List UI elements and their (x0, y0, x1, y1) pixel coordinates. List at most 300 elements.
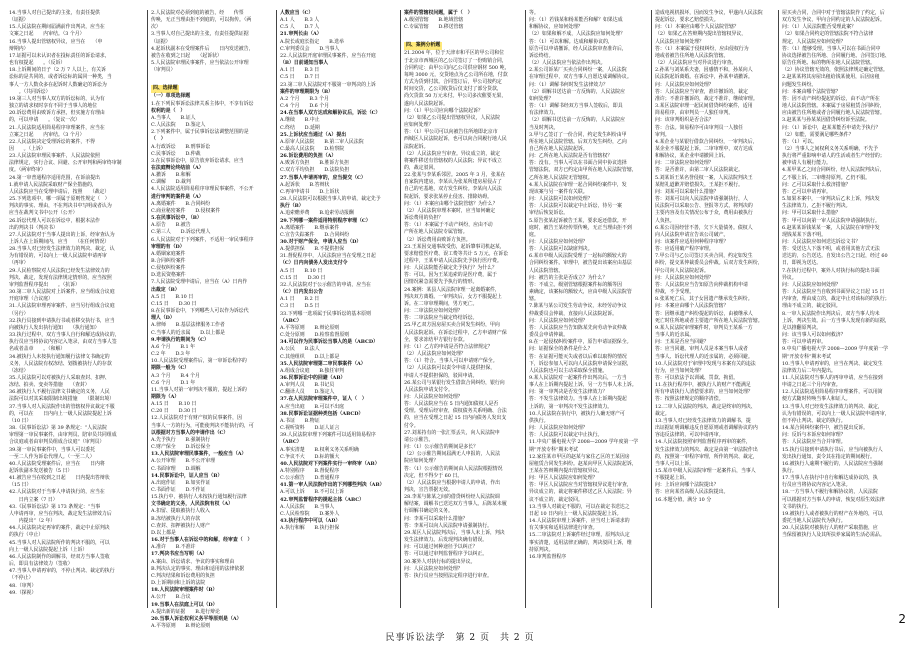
text-line: 16.审判监督程序 (529, 553, 567, 560)
text-line: 案件的管辖权问题，属于（ ） (404, 10, 473, 16)
text-line: （10 日） (9, 417, 32, 424)
text-line: 名或者盖章 。（和解） (9, 346, 66, 353)
text-line: 容违反法律的，可以申请再审。 (655, 432, 724, 439)
text-line: C.6 个月 D.1 年 (151, 379, 196, 386)
text-line: 27.当事人申请再审的，应当提交（C） (280, 174, 366, 181)
text-line: 认为有错误的，可以向上一级人民法院申请再审， (782, 410, 890, 417)
text-line: 辖。 (529, 296, 539, 303)
text-line: 答：按照法律规定的顺序清偿。 (655, 396, 724, 403)
text-line: 答：受送达人下落不明，或者用其他方式无法 (782, 246, 880, 253)
text-line: A.书证 B.物证 (280, 417, 320, 424)
text-line: 有关事实和适用法律进行审查。 (529, 525, 598, 532)
text-line: A.可以上诉 B.不可以上诉 (280, 489, 345, 496)
text-line: C.2 年 D.3 年 (151, 351, 191, 358)
text-line: 问：第一审判决是否发生法律效力？ (529, 389, 608, 396)
text-line: （2）人民法院审理本案时，应当如何确定 (404, 207, 496, 214)
text-line: 28.人民法院可以根据当事人的申请，裁定先予 (280, 196, 381, 203)
text-line: 37.当事人对人民法院作出的管辖权异议裁定不服 (9, 403, 115, 410)
text-line: 35.人民法院可以对被执行人采取查封、扣押、 (9, 374, 110, 381)
text-line: 32.人民法院对于公示催告的申请，应当在 (280, 281, 371, 288)
text-line: 8.在民事诉讼中，下列哪些人可以作为诉讼代 (151, 308, 249, 315)
text-line: 不服提起上诉。 (655, 475, 690, 482)
text-line: 39.第一审民事案件中，当事人可以委托 (9, 446, 96, 453)
text-line: 文书的执行。 (782, 503, 812, 510)
text-line: 人申请再审，应当在判决、裁定发生法律效力后 (9, 510, 112, 517)
text-line: 14.某合同纠纷案件中，被告提出反诉。 (782, 425, 869, 432)
text-line: 答：合法。简易程序可由审判员一人独任 (655, 124, 744, 131)
text-line: A.15 日 B.10 日 (151, 401, 197, 408)
text-line: 每吨 3000 元，交货地点为乙公司所在地，付款 (404, 71, 508, 78)
text-line: 答：（1）调解书经双方当事人签收后，即具 (529, 103, 623, 110)
text-line: 问：（1）诉讼中，赵某某能否申请先予执行？ (782, 124, 881, 131)
text-line: 现该案与另一案件有关联。 (529, 188, 588, 195)
text-line: 9.中央广播电视大学 2008—2009 学年度第一学 (782, 346, 889, 353)
text-line: 王某在答辩期内提出管辖权异议。 (529, 468, 603, 474)
text-line: 权利的是（ ） (151, 107, 186, 114)
text-line: 产所在地人民法院专属管辖。 (404, 229, 468, 236)
text-line: 问：（1）调解书何时发生法律效力？ (529, 81, 608, 88)
text-line: 造成电视机损坏，因而发生争议，甲遂向人民法院 (655, 10, 763, 16)
text-line: 26.诉讼代理人可以在诉讼中，根据本法作 (9, 217, 100, 224)
text-line: A.平等原则 B.辩论原则 (151, 622, 211, 629)
text-line: 过程中，王某申请人民法院先予执行医疗费。 (404, 258, 502, 264)
text-line: 35.人民法院审理第二审民事案件（A） (280, 360, 366, 367)
text-column (526, 10, 652, 608)
text-line: 提起诉讼，要求乙赔偿损失。 (655, 17, 719, 24)
text-line: 问：可以通过何种途径予以纠正？ (404, 544, 478, 551)
text-line: 5.原告张某起诉被告王某，要求返还借款。开 (529, 217, 627, 224)
text-line: 10.人民法院在执行中，被执行人确无财产可 (529, 410, 625, 417)
section-heading: 四、案例分析题 (406, 42, 441, 49)
text-line: 4.起诉状副本在受理案件后 日内发送被告， (151, 45, 254, 52)
text-line: 38.《民事诉讼法》第 39 条规定：“人民法院 (9, 425, 107, 432)
text-line: 43.执行程序中可以（AB） (280, 518, 341, 525)
text-line: 11.当事人对第一审判决不服的，提起上诉的 (151, 386, 247, 393)
text-line: 26.某公司与某银行发生借款合同纠纷，银行向 (404, 379, 505, 386)
text-line: （ ） (151, 136, 166, 143)
text-line: 理人（D） (151, 315, 175, 322)
text-line: 20.当事人诉讼权利义务平等原则是（A） (151, 615, 242, 622)
text-line: 40.人民法院对下列案件实行一审终审（AB） (280, 460, 380, 467)
text-line: 17.判决书应当写明（A） (151, 551, 208, 558)
text-line: 20.人民法院对被执行人的财产采取措施，应 (782, 525, 878, 532)
text-line: 日内立案（7 日） (9, 496, 58, 503)
text-line: 19.第三人对当事人双方的诉讼标的，认为有 (9, 95, 105, 102)
text-line: 答：甲区人民法院应当对管辖权异议进行审查， (529, 482, 632, 489)
text-line: 问：人民法院应如何处理？ (529, 425, 588, 432)
text-line: 20.诉讼费用由败诉方承担，但实施方有理由 (9, 110, 105, 117)
text-line: 答：因继承遗产纠纷提起的诉讼，由被继承人 (655, 310, 753, 317)
text-line: 9.某人民法院审理案件时，审判员王某系一方 (655, 324, 753, 331)
text-line: A.律师 B.基层法律服务工作者 (151, 322, 225, 329)
text-line: 发生法律效力的判决、裁定是由第一审法院作出 (655, 446, 758, 453)
text-line: 人民法院起诉。在诉讼过程中，乙方申请财产保 (404, 329, 507, 336)
text-line: A.1 日 B.2 日 (280, 296, 320, 303)
text-line: C.双方平均负担 D.法院负担 (280, 167, 350, 174)
text-line: 上诉的，第一审判决不发生法律效力。 (529, 403, 613, 410)
text-line: 传唤，无正当理由拒不到庭的，可以拘传。（两 (151, 17, 252, 24)
text-line: 答：可以申请再审。 (782, 339, 827, 346)
text-line: 24.第一审普通程序适用范围，在诉前提出 (9, 174, 100, 181)
text-line: 17.证据可以未认识者在投标责任的诉讼请求， (9, 52, 110, 59)
text-line: 尚欠货款 50 万元未付。甲公司多次催要无果， (404, 93, 507, 100)
text-line: 答：没有。当事人可以在书面合同中协议选择 (529, 160, 627, 167)
text-line: 执行。 (782, 468, 797, 474)
text-line: 21.人民法院适用简易程序审理案件，应当在 (9, 124, 105, 131)
text-column (277, 10, 401, 608)
text-line: 问：李某可以采取什么措施？ (404, 515, 468, 522)
text-line: 乙所在地人民法院无管辖权。 (529, 174, 593, 181)
text-line: 异议。 (782, 274, 797, 281)
text-line: 也有权提起 。（反诉） (9, 60, 66, 67)
text-line: A.当事人 B.证人 (151, 114, 196, 121)
text-line: 48.（审判） (9, 582, 37, 589)
text-line: 应如何处理？ (404, 122, 434, 129)
text-line: 答：应当回避。审判人员是本案当事人或者 (655, 346, 748, 353)
text-line: A.原审人民法院 B.第二审人民法院 (280, 138, 364, 145)
text-line: 5.人民法院审理民事案件，应当依法公开审理 (151, 60, 249, 67)
text-line: 25.上诉状应当通过（A）提出 (280, 131, 347, 138)
text-column (148, 10, 277, 629)
text-line: 期限为（A） (151, 393, 180, 400)
text-line: 仲裁，不予受理。 (655, 289, 695, 296)
text-line: （证据） (151, 38, 171, 45)
text-line: 问：本案应由哪个人民法院管辖？ (655, 303, 729, 310)
text-line: （C）日内向债务人发出支付令 (280, 260, 348, 267)
text-line: A.离婚案件 B.合同纠纷 (151, 200, 211, 207)
text-line: 当事人、诉讼代理人的近亲属的，必须回避。 (655, 353, 753, 360)
text-line: 答：甲可以向第一审人民法院申请强制执行。 (782, 217, 880, 224)
text-line: 22.张某与李某系邻居。2005 年 3 月，张某在 (404, 172, 506, 179)
text-line: 但不停止判决、裁定的执行。 (782, 417, 846, 424)
text-line: 在审理过程中，双方当事人自愿达成调解协议。 (529, 74, 632, 81)
text-column (779, 10, 910, 608)
text-line: 被告在收到之日起 （起诉状） (151, 52, 222, 59)
text-line: D.选民资格案件 (151, 272, 186, 279)
text-line: 答：不成立。级别管辖根据案件标的额等因 (529, 281, 622, 288)
text-line: 答：可以。因为王某追索的是医疗费，属于 (404, 272, 497, 279)
text-line: 14.民事诉讼中，证人应当（B） (151, 472, 223, 479)
text-line: C.书面作证 D.不作证 (151, 487, 206, 493)
text-line: 2.赵某某将其房屋出租给钱某使用，后因房租 (782, 74, 880, 81)
text-line: 答：刘某可以向人民法院申请强制执行，人 (655, 196, 748, 203)
text-line: 问：人民法院应如何处理？ (782, 281, 841, 288)
text-line: 15.执行员接到申请执行书后，应当向被执行人 (782, 446, 883, 453)
text-line: 答：是否准许，由第二审人民法院裁定。 (655, 167, 744, 174)
text-line: 7.人民法院受理申请后，应当在（A）日内作 (151, 279, 248, 286)
text-line: 14.当事人对自己提出的主张，有责任提供 (9, 10, 100, 16)
text-line: B.判决认定的事实、理由和适用的法律依据 (151, 565, 245, 572)
text-column (6, 10, 148, 608)
text-line: 答：可以通过审判监督程序予以纠正。 (404, 551, 488, 558)
text-line: 问：甲可以采取什么措施？ (782, 210, 841, 217)
text-line: 委托当地人民法院代为执行。 (782, 518, 846, 525)
text-line: 6.人民法院对于下列案件，不适用一审民事程序 (151, 236, 254, 243)
text-line: 开庭审理（合议庭） (9, 296, 54, 303)
text-line: 可以根据对方当事人的申请，恢复对原生效法律 (782, 496, 885, 503)
text-line: 便方式随时传唤当事人和证人。 (782, 396, 851, 403)
text-line: （不停止） (9, 575, 34, 582)
text-line: 行调解书确定的义务。 (404, 508, 453, 515)
text-line: 问：（1）若钱某和杨某能否和解？如果达成 (529, 17, 623, 24)
text-line: 8.张某死亡后，其子女因遗产继承发生纠纷。 (655, 296, 753, 303)
text-line: 准许；不准许撤诉的，裁定不准许，继续审理。 (655, 95, 758, 102)
text-line: C.第三人 D.诉讼代理人 (151, 229, 211, 236)
text-column (401, 10, 526, 608)
text-line: 问：该当事人可以如何救济？ (782, 332, 846, 339)
text-line: 以根据对方当事人的申请作出（C） (151, 429, 229, 436)
text-line: 纠纷，提交某仲裁委员会仲裁。后双方发生纠纷， (655, 260, 763, 267)
text-line: 独立的请求权时享有不同于当事人的地位 (9, 103, 98, 110)
text-line: 人民法院应当在受理申请后，按照 （裁定） (9, 188, 110, 195)
text-line: C.20 日 D.30 日 (151, 408, 197, 415)
text-line: 有法律效力。 (529, 110, 559, 117)
text-line: 期“开放专科”期末考试 (782, 353, 832, 360)
text-line: 答：执行员应当按照法定程序进行审查。 (404, 572, 493, 579)
text-line: 受理。受理后经审查，债权债务关系明确、合法 (404, 408, 507, 415)
text-line: 45.当事人对人民法院所作的判决不服的，可以 (9, 539, 110, 546)
text-line: A.1 人 B.3 人 (280, 17, 320, 24)
text-line: （2）如果合同约定的管辖法院不符合法律 (782, 31, 874, 38)
text-line: 15.某市中级人民法院审理一起案件后，当事人 (655, 468, 756, 474)
text-line: 答：（1）可以和解。达成和解协议的， (529, 38, 613, 45)
text-line: 问：甲区人民法院应如何处理？ (529, 475, 598, 482)
text-line: 民法院起诉离婚。在诉讼中，孙某申请撤诉。 (655, 74, 753, 81)
text-line: 3.甲与乙签订了一份合同，约定发生纠纷由甲 (529, 131, 627, 138)
text-line: 决定，但不得少于 60 日。 (404, 472, 463, 479)
text-line: 规定，人民法院应如何处理？ (782, 38, 846, 45)
text-line: 方式为货到付款。合同签订后，甲公司按约定 (404, 79, 502, 86)
text-line: 合同纠纷案件。审理中，被告提出该案应由基层 (529, 260, 632, 267)
text-line: 问：该案件应适用何种程序审理？ (655, 239, 729, 245)
text-line: 14.人民法院按照审判监督程序再审的案件， (655, 439, 751, 446)
text-line: 付令。 (404, 422, 419, 429)
text-line: 23.王某因交通事故受伤，起诉肇事司机赵某， (404, 243, 505, 250)
text-line: 审判。 (655, 131, 670, 138)
text-line: 10.人民法院受理案件后，第一审诉讼程序的 (151, 358, 247, 365)
text-line: 答：因不动产纠纷提起的诉讼，由不动产所在 (782, 95, 880, 102)
text-line: （2）人民法院应当依法作出判决。 (529, 60, 606, 67)
text-column (652, 10, 779, 608)
text-line: 问：（1）本案应由哪个人民法院管辖？ (655, 24, 739, 31)
text-line: 30.对于财产保全，申请人应当（D） (280, 239, 362, 245)
text-line: 33.执行过程中，双方当事人自行和解达成协议的， (9, 332, 120, 339)
text-line: 问：人民法院应如何处理？ (655, 274, 714, 281)
text-line: 23.第二审人民法院对不服第一审判决的上诉 (280, 81, 376, 88)
text-line: 文案之日起 内审结。（3 个月） (9, 31, 85, 38)
text-line: 的执行（中止） (9, 532, 44, 539)
text-line: 判决、裁定，发现有法律规定情形的，应当按照 (9, 274, 112, 281)
text-line: 发出执行通知，责令其在指定的期间履行。 (782, 453, 875, 460)
text-line: 32.执行员接到申请执行书或者移交执行书，应当 (9, 317, 115, 324)
text-line: C.商业秘密案件 D.侵权案件 (151, 207, 221, 214)
text-line: C.判决结果和诉讼费用的负担 (151, 572, 215, 579)
text-line: 进行审判的案件是（A） (151, 193, 204, 200)
text-line: 16.对于当事人在诉讼中的和解，经审查（ ） (151, 537, 253, 544)
text-line: 36.被执行人不履行法律文书确定的义务，人民 (9, 389, 110, 396)
text-line: 上诉人在上诉期间内，应当 （在任何情况） (9, 239, 110, 245)
text-line: 问：二审法院应如何处理？ (404, 308, 463, 315)
text-line: 问：本案由哪个法院管辖？ (782, 88, 841, 95)
text-line: 答：（1）可以。 (782, 138, 817, 145)
text-line: 25.下列选项中，哪一项属于原则性规定（ ） (9, 196, 110, 203)
text-line: 答：人民法院应当自收到书面异议之日起 15 日 (782, 289, 885, 296)
text-line: 解结案，调解书已送达双方当事人。后陈某未履 (404, 501, 507, 508)
text-line: 问：（1）公示催告的期间是多长？ (404, 444, 479, 451)
text-line: A.3 个月 B.4 个月 (151, 372, 200, 379)
text-line: C.最高人民法院 D.检察院 (280, 145, 345, 152)
text-line: A.继续 B.中止 (280, 117, 320, 124)
text-line: A.审判人员 B.书记员 (280, 382, 335, 389)
text-line: 27.刘某持有的一张汇票丢失，向人民法院申 (404, 429, 500, 436)
text-line: （另行） (9, 310, 29, 317)
text-line: 持原判决。 (529, 546, 554, 553)
text-line: 答：人民法院应当在 5 日内通知债权人是否 (404, 401, 499, 408)
text-line: 的，裁定驳回。 (404, 164, 439, 171)
text-line: 简易程序，由审判员一人独任审判。 (655, 110, 734, 117)
text-line: 16.本题分值，满分 10 分 (655, 496, 712, 503)
text-line: 庭。 (529, 231, 539, 238)
text-line: 执行（B） (280, 203, 304, 210)
text-line: 9.申请执行的期间为（C） (151, 336, 209, 343)
text-line: 的，可以在 日内向上一级人民法院提起上诉 (9, 410, 112, 417)
text-line: 答：人民法院应当告知陈某先向劳动争议仲裁 (529, 324, 627, 331)
text-line: 41.被告应当在收到之日起 日内提出答辩状 (9, 475, 110, 482)
text-line: 等。 (529, 10, 539, 16)
page-number: 2 (898, 612, 906, 626)
text-line: 判决双方离婚。一审判决后，女方不服提起上 (404, 293, 502, 300)
text-line: 的，应当在受理之日起 15 日内向债务人发出支 (404, 415, 507, 422)
text-line: 47.当事人申请再审的，不停止判决、裁定的执行 (9, 568, 115, 575)
text-line: 管辖法院，双方已约定由甲所在地人民法院管辖， (529, 167, 637, 174)
text-line: 答：（1）公示催告的期间由人民法院根据情况 (404, 465, 503, 472)
text-line: 原告可以申请撤诉，经人民法院审查准许后， (529, 45, 627, 52)
text-line: （2）协议管辖无效的，依照法律规定确定管辖。 (782, 67, 888, 74)
text-line: 判决，宣告票据无效。 (404, 487, 453, 493)
text-line: 问题发生纠纷。 (782, 81, 817, 88)
text-line: 将案件移送有管辖权的人民法院；异议不成立 (404, 157, 502, 164)
text-line: 27.人民法院对于当事人提出的上诉，经审查认为 (9, 231, 115, 238)
text-line: 一至二人作为诉讼代理人。（一至二人） (9, 453, 95, 460)
text-line: （2）如能，需要满足哪些条件？ (782, 131, 854, 138)
text-line: C.专属管辖 D.移送管辖 (404, 24, 464, 31)
text-line: 3.当事人对自己提出的主张，有责任提供证据 (151, 31, 249, 38)
text-line: 44.人民法院决定再审的案件，裁定中止原判决 (9, 525, 110, 532)
text-line: 1.就申请人民法院采取财产保全措施的， (9, 181, 97, 188)
text-line: A.人民法院 B.当事人 (280, 503, 335, 510)
text-line: 11.中央广播电视大学 2008—2009 学年度第一学 (529, 439, 639, 446)
text-line: A.6 个月 B.1 年 (151, 343, 196, 350)
text-line: 向上一级人民法院提起上诉（上诉） (9, 546, 88, 553)
text-line: 问：人民法院能否裁定先予执行？为什么？ (404, 265, 497, 272)
text-line: 。（共同诉讼） (9, 88, 51, 95)
text-line: 所有申请执行人清偿要求的，应当如何处理？ (655, 389, 753, 396)
text-line: 送达的，公告送达。自发出公告之日起，经过 60 (782, 253, 888, 260)
text-line: C.调解 D.裁判 (151, 179, 191, 186)
text-line: 42.审判监督程序的提起主体（ABC） (280, 496, 364, 503)
text-line: C.4 个月 D.6 个月 (280, 103, 330, 110)
text-line: 问：人民法院应如何处理？ (404, 565, 463, 572)
section-heading: 四、选择题 (153, 85, 178, 92)
text-line: 9.某人民法院对一起案件作出判决后，一方当 (529, 374, 627, 381)
text-line: 12.二审人民法院的判决、裁定是终审的判决、 (655, 403, 756, 410)
text-line: 院起诉，要求张某停止侵害、排除妨碍。 (404, 193, 493, 200)
text-line: 应由被告住所地或者合同履行地人民法院管辖。 (782, 110, 885, 117)
text-line: 13.当事人对已经发生法律效力的调解书，提 (655, 417, 751, 424)
text-line: 案件的审理期限为（B） (280, 88, 334, 95)
text-line: A.应当出庭 B.可以不出庭 (280, 403, 345, 410)
text-line: 10.人民法院对于审理中发现与本案有关的违法 (655, 360, 756, 367)
text-line: C.15 日 D.30 日 (280, 274, 326, 281)
text-line: 人民法院申请支付令。 (404, 386, 453, 393)
text-line: C.宣告失踪案件 D.合同纠纷 (280, 231, 350, 238)
text-line: 时间交货，乙公司收货后仅支付了部分货款， (404, 86, 502, 93)
text-line: 24.案例：某县人民法院审理一起离婚案件， (404, 286, 500, 293)
text-line: 甲公司向人民法院起诉。 (655, 267, 709, 274)
text-line: 出证据证明调解违反自愿原则或者调解协议的内 (655, 425, 758, 432)
text-line: 问：人民法院可以如何处理？ (529, 196, 593, 203)
text-line: 人民法院应如何处理？ (655, 38, 704, 45)
text-line: A.级别管辖 B.地域管辖 (404, 17, 464, 24)
text-line: （2）人民法院应当根据申请人的申请，作出 (404, 479, 501, 486)
text-line: 21.审判长由（A） (280, 31, 322, 38)
text-line: 因情况紧急需要先予执行的情形。 (404, 279, 478, 286)
text-line: 自己的宅基地，双方发生纠纷。李某向人民法 (404, 186, 502, 193)
text-line: 人民法院管辖。 (529, 267, 564, 274)
text-line: 被申请人有履行能力。 (782, 160, 831, 167)
text-line: 29.某区人民法院判决后，当事人未上诉，判决 (404, 529, 505, 536)
text-line: 地或者被告住所地人民法院管辖。 (655, 52, 729, 59)
text-line: 内提出”（2 年） (9, 518, 56, 525)
text-line: 2.人民法院对必须到庭的被告，经 传票 (151, 10, 244, 16)
text-line: A.离婚案件 B.继承案件 (280, 224, 340, 231)
text-line: 答：人民法院应当合并审理。 (782, 439, 846, 446)
text-line: 当事人的近亲属。 (655, 332, 695, 339)
text-line: C.终结 D.延期 (280, 124, 320, 131)
text-line: 诉。在二审审理期间，男方死亡。 (404, 300, 478, 307)
text-line: （ABC） (280, 317, 302, 324)
text-line: 12.人民法院适用简易程序审理案件，可以用简 (782, 389, 883, 396)
text-line: 审理的有（D） (151, 243, 185, 250)
text-line: 异议成立的，裁定将案件移送乙区人民法院；异 (529, 489, 632, 496)
text-line: 当事人可以上诉。 (655, 460, 695, 467)
text-line: 答：人民法院可以裁定中止诉讼，待另一案 (529, 203, 622, 210)
text-line: 当及时判决。 (529, 124, 559, 131)
text-line: 诉讼费用的负担？ (404, 215, 444, 222)
text-line: C.财产保全 D.诉讼保全 (151, 444, 211, 451)
text-line: 后，即具有法律效力（签收） (9, 561, 73, 568)
text-line: 行员应当将协议内容记入笔录。 (782, 482, 851, 489)
text-line: C.查封、扣押被执行人财产 (151, 522, 210, 529)
text-line: 16.被执行人逾期不履行的，人民法院应当强制 (782, 460, 883, 467)
text-line: 问：被告的主张是否成立？为什么？ (529, 274, 608, 281)
text-line: 答：不发生法律效力。当事人在上诉期内提起 (529, 396, 627, 403)
text-line: 11.人民法院对当事人的再审申请，应当在接到 (782, 374, 883, 381)
text-line: 1.在下列民事诉讼法律关系主体中，不享有诉讼 (151, 100, 254, 107)
text-line: 次） (151, 24, 161, 31)
text-line: 讼标的是共同的，或者诉讼标的属同一种类，当 (9, 74, 112, 81)
text-line: 裁定。 (655, 410, 670, 417)
text-line: 生法律效力，乙拒不履行判决。 (782, 203, 851, 210)
text-line: （2）调解书送达前一方反悔的，人民法院应 (529, 88, 626, 95)
text-line: （2）如果乙公司提出管辖权异议，人民法院 (404, 114, 501, 121)
text-line: 4.人民法院适用简易程序审理民事案件，不公开 (151, 186, 254, 193)
text-line: 死亡时住所地或者主要遗产所在地人民法院管辖。 (655, 317, 763, 324)
text-line: 辩期内） (9, 45, 29, 52)
text-line: C.书面审理 D.调解 (151, 465, 201, 472)
text-line: 26.诉讼费用的负担（A） (280, 153, 337, 160)
text-line: 问：人民法院应如何处理？ (529, 317, 588, 324)
